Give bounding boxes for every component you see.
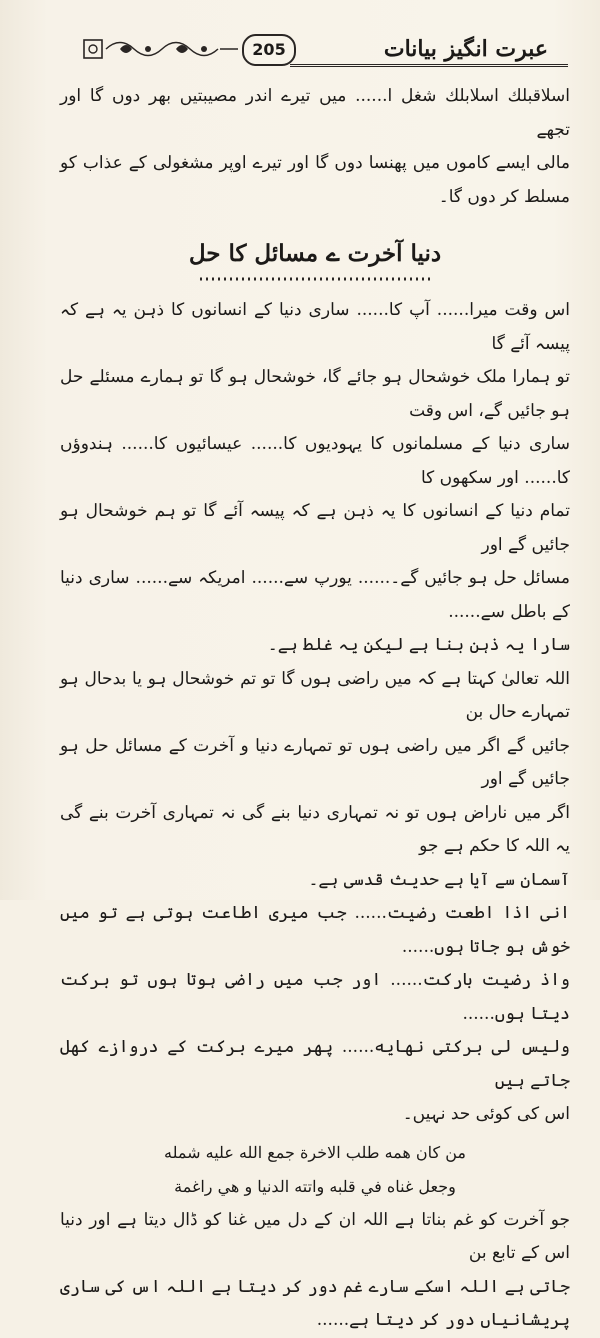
text-line: جائیں گے اگر میں راضی ہوں تو تمہارے دنیا و آخرت کے مسائل حل ہو جائیں گے اور — [60, 735, 570, 789]
text-line: جو آخرت کو غم بناتا ہے اللہ ان کے دل میں غنا کو ڈال دیتا ہے اور دنیا اس کے تابع بن — [60, 1209, 570, 1263]
text-line: مالی ایسے کاموں میں پھنسا دوں گا اور تیرے اوپر مشغولی کے عذاب کو مسلط کر دوں گا۔ — [60, 153, 570, 207]
text-line: تمام دنیا کے انسانوں کا یہ ذہن ہے کہ پیسہ آئے گا تو ہم خوشحال ہو جائیں گے اور — [60, 501, 570, 555]
text-line: ساری دنیا کے مسلمانوں کا یہودیوں کا...... عیسائیوں کا...... ہندوؤں کا...... اور سکھوں کا — [60, 434, 570, 488]
hadith-line: انی اذا اطعت رضیت...... جب میری اطاعت ہوتی ہے تو میں خوش ہو جاتا ہوں...... — [60, 903, 570, 957]
text-line: اس وقت میرا...... آپ کا...... ساری دنیا کے انسانوں کا ذہن یہ ہے کہ پیسہ آئے گا — [60, 300, 570, 354]
text-line: مسائل حل ہو جائیں گے۔...... یورپ سے...... امریکہ سے...... ساری دنیا کے باطل سے...... — [60, 568, 570, 622]
text-line: آسمان سے آیا ہے حدیث قدسی ہے۔ — [308, 869, 570, 890]
text-line: تو ہمارا ملک خوشحال ہو جائے گا، خوشحال ہو گا تو ہمارے مسئلے حل ہو جائیں گے، اس وقت — [60, 367, 570, 421]
page-content — [60, 80, 570, 1338]
text-line: اسلاقبلك اسلابلك شغل ا...... میں تیرے اندر مصیبتیں بھر دوں گا اور تجھے — [60, 86, 570, 140]
text-line: اگر میں ناراض ہوں تو نہ تمہاری دنیا بنے گی نہ تمہاری آخرت بنے گی یہ اللہ کا حکم ہے جو — [60, 802, 570, 856]
section-heading: دنیا آخرت ے مسائل کا حل — [188, 240, 442, 267]
hadith-line: واذ رضیت بارکت...... اور جب میں راضی ہوتا ہوں تو برکت دیتا ہوں...... — [60, 970, 570, 1024]
floral-ornament-icon — [80, 34, 240, 64]
arabic-quote-line: من كان همه طلب الاخرة جمع الله عليه شمله — [164, 1142, 466, 1162]
text-line: اللہ تعالیٰ کہتا ہے کہ میں راضی ہوں گا تو تم خوشحال ہو یا بدحال ہو تمہارے حال بن — [60, 668, 570, 722]
page-header — [80, 30, 568, 66]
arabic-quote-line: وجعل غناه في قلبه واتته الدنيا و هي راغمة — [174, 1176, 456, 1196]
hadith-line: ولیس لی برکتی نهایه...... پھر میرے برکت کے دروازے کھل جاتے ہیں — [60, 1037, 570, 1091]
hadith-line: اس کی کوئی حد نہیں۔ — [402, 1104, 570, 1124]
dotted-underline-icon — [200, 276, 430, 282]
section-heading-block — [60, 234, 570, 282]
text-line: سارا یہ ذہن بنا ہے لیکن یہ غلط ہے۔ — [267, 635, 570, 655]
page-number: 205 — [242, 34, 296, 66]
header-rule — [290, 64, 568, 67]
running-title: عبرت انگیز بیانات — [383, 36, 548, 62]
text-line: جاتی ہے اللہ اسکے سارے غم دور کر دیتا ہے اللہ اس کی ساری پریشانیاں دور کر دیتا ہے...... — [60, 1276, 570, 1330]
